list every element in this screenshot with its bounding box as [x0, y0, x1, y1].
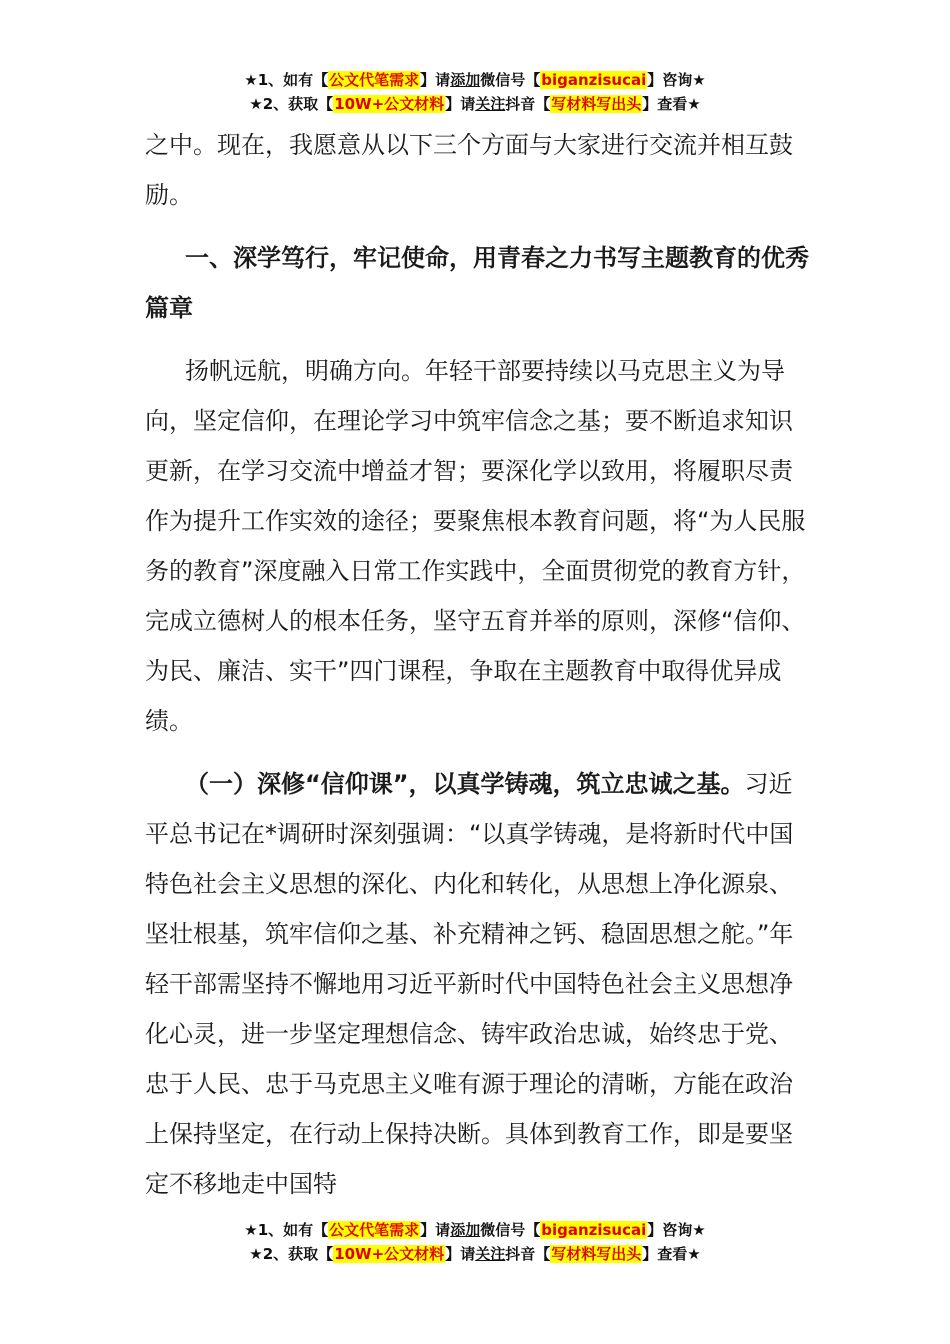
- banner-line-1: [0, 68, 950, 92]
- banner-line-2: [0, 1242, 950, 1266]
- banner-text: 】请: [420, 1221, 451, 1239]
- banner-text: 】查看★: [642, 95, 701, 113]
- highlight-service: 公文代笔需求: [329, 71, 420, 89]
- highlight-wechat-id: biganzisucai: [541, 71, 647, 89]
- banner-text: 微信号【: [480, 1221, 541, 1239]
- underlined-text: 关注: [475, 1245, 506, 1263]
- banner-line-2: [0, 92, 950, 116]
- banner-text: ★2、获取【: [249, 1245, 334, 1263]
- highlight-wechat-id: biganzisucai: [541, 1221, 647, 1239]
- banner-text: 】请: [445, 95, 476, 113]
- banner-text: 抖音【: [505, 1245, 551, 1263]
- banner-text: 】咨询★: [647, 1221, 706, 1239]
- highlight-service: 公文代笔需求: [329, 1221, 420, 1239]
- footer-banner: [0, 1218, 950, 1266]
- underlined-text: 添加: [450, 1221, 481, 1239]
- underlined-text: 添加: [450, 71, 481, 89]
- banner-text: 微信号【: [480, 71, 541, 89]
- banner-text: 】查看★: [642, 1245, 701, 1263]
- subsection-title: （一）深修“信仰课”，以真学铸魂，筑立忠诚之基。: [185, 770, 745, 798]
- banner-text: 抖音【: [505, 95, 551, 113]
- highlight-douyin: 写材料写出头: [551, 95, 642, 113]
- banner-text: 】请: [420, 71, 451, 89]
- highlight-materials: 10W+公文材料: [334, 95, 445, 113]
- banner-line-1: [0, 1218, 950, 1242]
- banner-text: ★1、如有【: [244, 1221, 329, 1239]
- subsection-text: 习近平总书记在*调研时深刻强调：“以真学铸魂，是将新时代中国特色社会主义思想的深化、内化和转化，从思想上净化源泉、坚壮根基，筑牢信仰之基、补充精神之钙、稳固思想之舵。”年轻干部需坚持不懈地用习近平新时代中国特色社会主义思想净化心灵，进一步坚定理想信念、铸牢政治忠诚，始终忠于党、忠于人民、忠于马克思主义唯有源于理论的清晰，方能在政治上保持坚定，在行动上保持决断。具体到教育工作，即是要坚定不移地走中国特: [145, 770, 794, 1198]
- highlight-materials: 10W+公文材料: [334, 1245, 445, 1263]
- banner-text: 】咨询★: [647, 71, 706, 89]
- banner-text: ★2、获取【: [249, 95, 334, 113]
- banner-text: 】请: [445, 1245, 476, 1263]
- underlined-text: 关注: [475, 95, 506, 113]
- section-heading: 一、深学笃行，牢记使命，用青春之力书写主题教育的优秀篇章: [145, 244, 809, 322]
- document-body: [145, 120, 810, 1209]
- subsection-paragraph: [145, 759, 810, 1209]
- paragraph: 扬帆远航，明确方向。年轻干部要持续以马克思主义为导向，坚定信仰，在理论学习中筑牢信念之基；要不断追求知识更新，在学习交流中增益才智；要深化学以致用，将履职尽责作为提升工作实效的途径；要聚焦根本教育问题，将“为人民服务的教育”深度融入日常工作实践中，全面贯彻党的教育方针，完成立德树人的根本任务，坚守五育并举的原则，深修“信仰、为民、廉洁、实干”四门课程，争取在主题教育中取得优异成绩。: [145, 357, 806, 735]
- header-banner: [0, 68, 950, 116]
- paragraph-continuation: 之中。现在，我愿意从以下三个方面与大家进行交流并相互鼓励。: [145, 131, 793, 209]
- banner-text: ★1、如有【: [244, 71, 329, 89]
- highlight-douyin: 写材料写出头: [551, 1245, 642, 1263]
